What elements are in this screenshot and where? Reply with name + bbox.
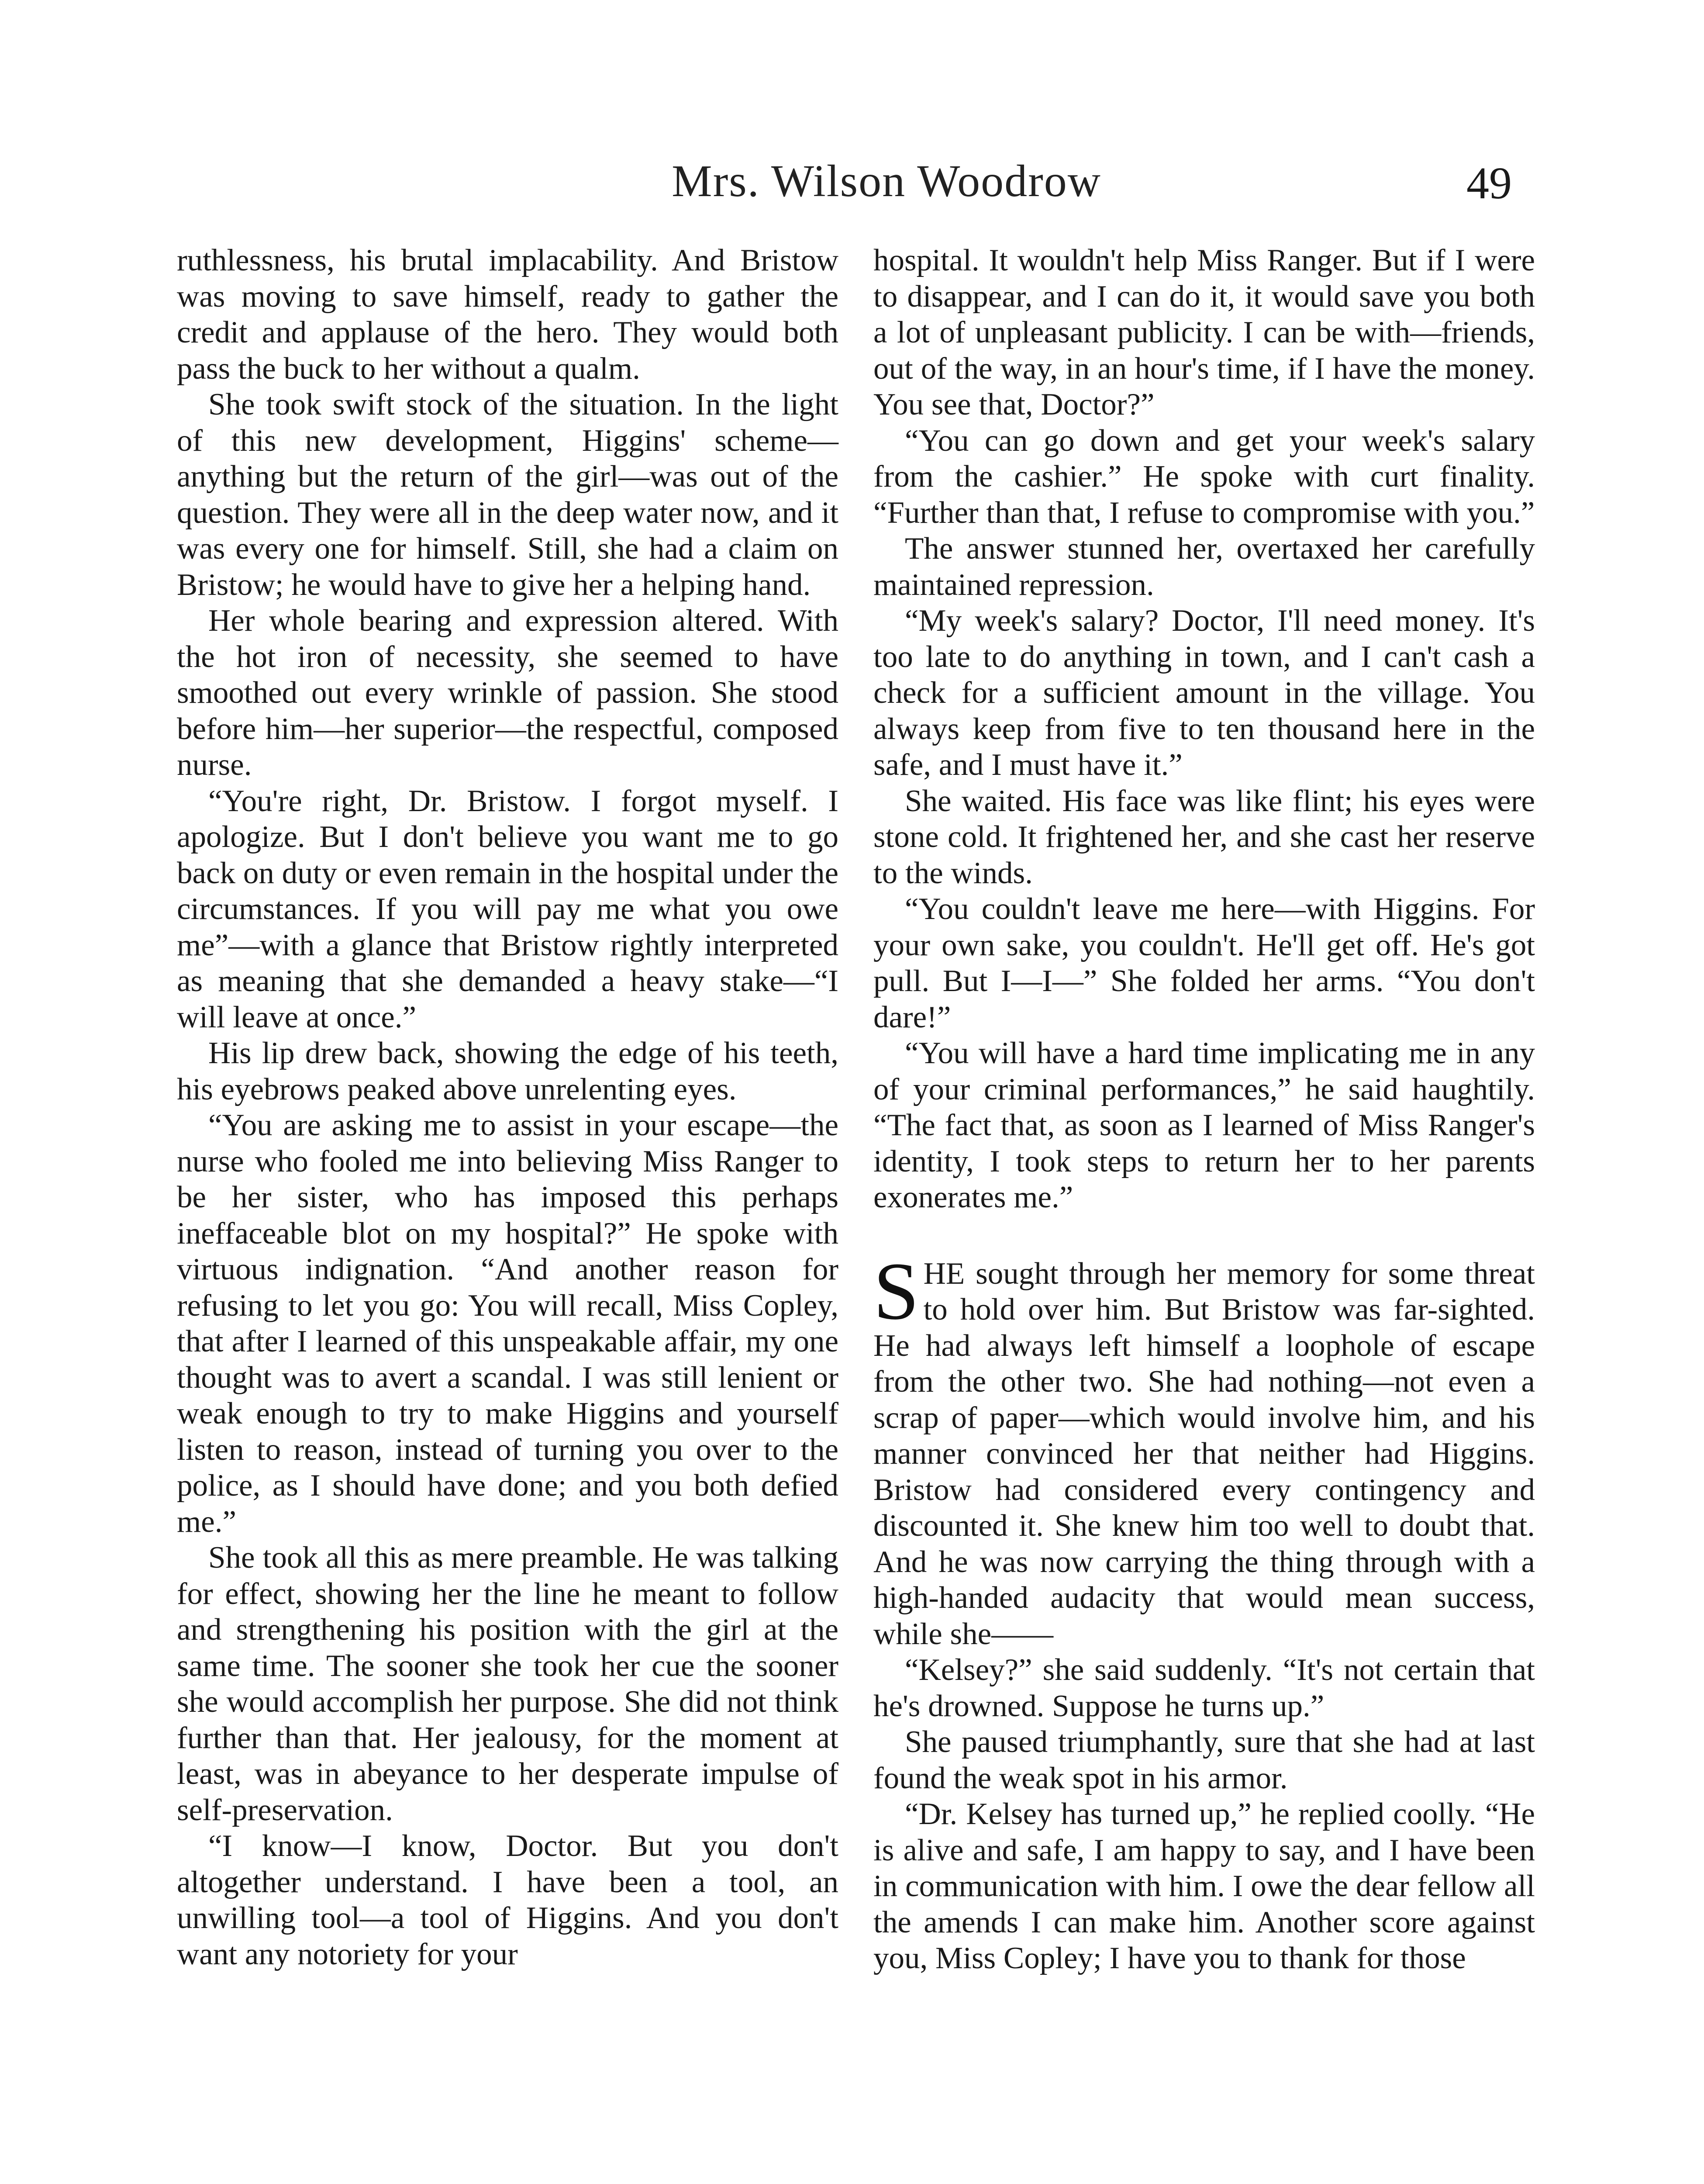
paragraph: His lip drew back, showing the edge of his teeth, his eyebrows peaked above unrelenting eyes.	[177, 1036, 838, 1106]
paragraph: “You can go down and get your week's salary from the cashier.” He spoke with curt finality. “Further than that, I refuse to compromise with you.”	[873, 423, 1535, 530]
paragraph: She took swift stock of the situation. In the light of this new development, Higgins' scheme—anything but the return of the girl—was out of the question. They were all in the deep water now, and it was every one for himself. Still, she had a claim on Bristow; he would have to give her a helping hand.	[177, 387, 838, 602]
paragraph: “Dr. Kelsey has turned up,” he replied coolly. “He is alive and safe, I am happy to say, and I have been in communication with him. I owe the dear fellow all the amends I can make him. Another score against you, Miss Copley; I have you to thank for those	[873, 1797, 1535, 1975]
paragraph: “My week's salary? Doctor, I'll need money. It's too late to do anything in town, and I can't cash a check for a sufficient amount in the village. You always keep from five to ten thousand here in the safe, and I must have it.”	[873, 604, 1535, 782]
section-opening-paragraph	[873, 1245, 1535, 1652]
paragraph: “I know—I know, Doctor. But you don't altogether understand. I have been a tool, an unwilling tool—a tool of Higgins. And you don't want any notoriety for your	[177, 1829, 838, 1971]
paragraph: “You will have a hard time implicating me in any of your criminal performances,” he said haughtily. “The fact that, as soon as I learned of Miss Ranger's identity, I took steps to return her to her parents exonerates me.”	[873, 1036, 1535, 1214]
paragraph: “You're right, Dr. Bristow. I forgot myself. I apologize. But I don't believe you want me to go back on duty or even remain in the hospital under the circumstances. If you will pay me what you owe me”—with a glance that Bristow rightly interpreted as meaning that she demanded a heavy stake—“I will leave at once.”	[177, 784, 838, 1034]
paragraph: The answer stunned her, overtaxed her carefully maintained repression.	[873, 532, 1535, 602]
drop-cap: S	[873, 1245, 919, 1337]
paragraph: Her whole bearing and expression altered. With the hot iron of necessity, she seemed to have smoothed out every wrinkle of passion. She stood before him—her superior—the respectful, composed nurse.	[177, 604, 838, 782]
paragraph: hospital. It wouldn't help Miss Ranger. But if I were to disappear, and I can do it, it would save you both a lot of unpleasant publicity. I can be with—friends, out of the way, in an hour's time, if I have the money. You see that, Doctor?”	[873, 243, 1535, 422]
paragraph: ruthlessness, his brutal implacability. And Bristow was moving to save himself, ready to gather the credit and applause of the hero. They would both pass the buck to her without a qualm.	[177, 243, 838, 386]
paragraph: She paused triumphantly, sure that she had at last found the weak spot in his armor.	[873, 1725, 1535, 1795]
paragraph: “Kelsey?” she said suddenly. “It's not certain that he's drowned. Suppose he turns up.”	[873, 1653, 1535, 1723]
running-head: Mrs. Wilson Woodrow	[672, 156, 1101, 206]
paragraph: “You couldn't leave me here—with Higgins. For your own sake, you couldn't. He'll get off. He's got pull. But I—I—” She folded her arms. “You don't dare!”	[873, 892, 1535, 1034]
paragraph: She waited. His face was like flint; his eyes were stone cold. It frightened her, and she cast her reserve to the winds.	[873, 784, 1535, 890]
section-opening-text: HE sought through her memory for some threat to hold over him. But Bristow was far-sighted. He had always left himself a loophole of escape from the other two. She had nothing—not even a scrap of paper—which would involve him, and his manner convinced her that neither had Higgins. Bristow had considered every contingency and discounted it. She knew him too well to doubt that. And he was now carrying the thing through with a high-handed audacity that would mean success, while she——	[873, 1256, 1535, 1651]
left-column	[177, 242, 838, 1972]
paragraph: She took all this as mere preamble. He was talking for effect, showing her the line he meant to follow and strengthening his position with the girl at the same time. The sooner she took her cue the sooner she would accomplish her purpose. She did not think further than that. Her jealousy, for the moment at least, was in abeyance to her desperate impulse of self-preservation.	[177, 1541, 838, 1827]
right-column	[873, 242, 1535, 1977]
paragraph: “You are asking me to assist in your escape—the nurse who fooled me into believing Miss Ranger to be her sister, who has imposed this perhaps ineffaceable blot on my hospital?” He spoke with virtuous indignation. “And another reason for refusing to let you go: You will recall, Miss Copley, that after I learned of this unspeakable affair, my one thought was to avert a scandal. I was still lenient or weak enough to try to make Higgins and yourself listen to reason, instead of turning you over to the police, as I should have done; and you both defied me.”	[177, 1108, 838, 1539]
page-number: 49	[1466, 158, 1512, 208]
